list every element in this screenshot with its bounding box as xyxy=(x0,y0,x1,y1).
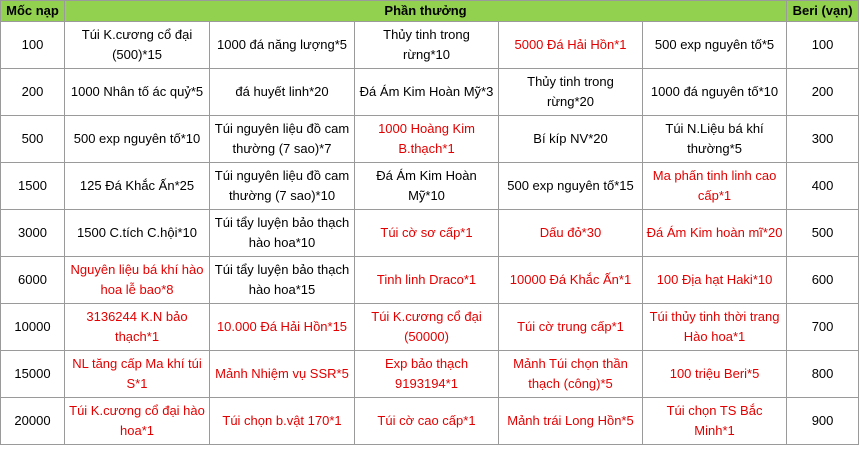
reward-cell: 1500 C.tích C.hội*10 xyxy=(65,210,210,257)
reward-cell: Thủy tinh trong rừng*20 xyxy=(499,69,643,116)
reward-cell: 500 exp nguyên tố*15 xyxy=(499,163,643,210)
reward-cell: Túi cờ cao cấp*1 xyxy=(355,398,499,445)
reward-cell: 100 Địa hạt Haki*10 xyxy=(643,257,787,304)
reward-cell: đá huyết linh*20 xyxy=(210,69,355,116)
reward-cell: 5000 Đá Hải Hồn*1 xyxy=(499,22,643,69)
milestone-cell: 1500 xyxy=(1,163,65,210)
milestone-cell: 15000 xyxy=(1,351,65,398)
reward-cell: Túi cờ sơ cấp*1 xyxy=(355,210,499,257)
table-row xyxy=(1,163,859,210)
reward-cell: 500 exp nguyên tố*10 xyxy=(65,116,210,163)
reward-cell: Đá Ám Kim Hoàn Mỹ*3 xyxy=(355,69,499,116)
reward-cell: Túi K.cương cổ đại (50000) xyxy=(355,304,499,351)
table-row xyxy=(1,398,859,445)
table-row xyxy=(1,210,859,257)
beri-cell: 700 xyxy=(787,304,859,351)
table-row xyxy=(1,304,859,351)
reward-cell: Túi thủy tinh thời trang Hào hoa*1 xyxy=(643,304,787,351)
reward-cell: Tinh linh Draco*1 xyxy=(355,257,499,304)
milestone-cell: 6000 xyxy=(1,257,65,304)
milestone-cell: 10000 xyxy=(1,304,65,351)
header-beri: Beri (vạn) xyxy=(787,1,859,22)
reward-cell: Túi tẩy luyện bảo thạch hào hoa*10 xyxy=(210,210,355,257)
header-milestone: Mốc nạp xyxy=(1,1,65,22)
reward-cell: Túi nguyên liệu đồ cam thường (7 sao)*7 xyxy=(210,116,355,163)
reward-cell: 10000 Đá Khắc Ấn*1 xyxy=(499,257,643,304)
milestone-cell: 3000 xyxy=(1,210,65,257)
reward-cell: 500 exp nguyên tố*5 xyxy=(643,22,787,69)
reward-cell: Mảnh Nhiệm vụ SSR*5 xyxy=(210,351,355,398)
reward-cell: 1000 Hoàng Kim B.thạch*1 xyxy=(355,116,499,163)
milestone-cell: 100 xyxy=(1,22,65,69)
reward-cell: Túi K.cương cổ đại (500)*15 xyxy=(65,22,210,69)
beri-cell: 100 xyxy=(787,22,859,69)
reward-cell: Túi cờ trung cấp*1 xyxy=(499,304,643,351)
reward-cell: Đá Ám Kim hoàn mĩ*20 xyxy=(643,210,787,257)
reward-cell: Túi chọn b.vật 170*1 xyxy=(210,398,355,445)
table-row xyxy=(1,22,859,69)
beri-cell: 200 xyxy=(787,69,859,116)
reward-cell: Túi tẩy luyện bảo thạch hào hoa*15 xyxy=(210,257,355,304)
reward-cell: Thủy tinh trong rừng*10 xyxy=(355,22,499,69)
reward-cell: Nguyên liệu bá khí hào hoa lễ bao*8 xyxy=(65,257,210,304)
reward-cell: Ma phấn tinh linh cao cấp*1 xyxy=(643,163,787,210)
reward-cell: Túi N.Liệu bá khí thường*5 xyxy=(643,116,787,163)
beri-cell: 400 xyxy=(787,163,859,210)
table-body xyxy=(1,22,859,445)
milestone-cell: 200 xyxy=(1,69,65,116)
reward-cell: NL tăng cấp Ma khí túi S*1 xyxy=(65,351,210,398)
header-rewards: Phần thưởng xyxy=(65,1,787,22)
beri-cell: 600 xyxy=(787,257,859,304)
reward-cell: 100 triệu Beri*5 xyxy=(643,351,787,398)
beri-cell: 300 xyxy=(787,116,859,163)
beri-cell: 500 xyxy=(787,210,859,257)
reward-cell: Túi nguyên liệu đồ cam thường (7 sao)*10 xyxy=(210,163,355,210)
reward-cell: 10.000 Đá Hải Hồn*15 xyxy=(210,304,355,351)
reward-cell: Túi K.cương cổ đại hào hoa*1 xyxy=(65,398,210,445)
milestone-cell: 20000 xyxy=(1,398,65,445)
reward-cell: Đá Ám Kim Hoàn Mỹ*10 xyxy=(355,163,499,210)
reward-cell: 1000 Nhân tố ác quỷ*5 xyxy=(65,69,210,116)
reward-cell: Mảnh Túi chọn thần thạch (công)*5 xyxy=(499,351,643,398)
beri-cell: 900 xyxy=(787,398,859,445)
reward-cell: 1000 đá nguyên tố*10 xyxy=(643,69,787,116)
milestone-cell: 500 xyxy=(1,116,65,163)
table-row xyxy=(1,116,859,163)
reward-cell: Bí kíp NV*20 xyxy=(499,116,643,163)
header-row xyxy=(1,1,859,22)
table-row xyxy=(1,351,859,398)
reward-cell: Mảnh trái Long Hồn*5 xyxy=(499,398,643,445)
table-row xyxy=(1,257,859,304)
reward-cell: Túi chọn TS Bắc Minh*1 xyxy=(643,398,787,445)
table-row xyxy=(1,69,859,116)
beri-cell: 800 xyxy=(787,351,859,398)
reward-cell: Exp bảo thạch 9193194*1 xyxy=(355,351,499,398)
reward-cell: Dấu đỏ*30 xyxy=(499,210,643,257)
reward-cell: 125 Đá Khắc Ấn*25 xyxy=(65,163,210,210)
reward-cell: 3136244 K.N bảo thạch*1 xyxy=(65,304,210,351)
reward-cell: 1000 đá năng lượng*5 xyxy=(210,22,355,69)
